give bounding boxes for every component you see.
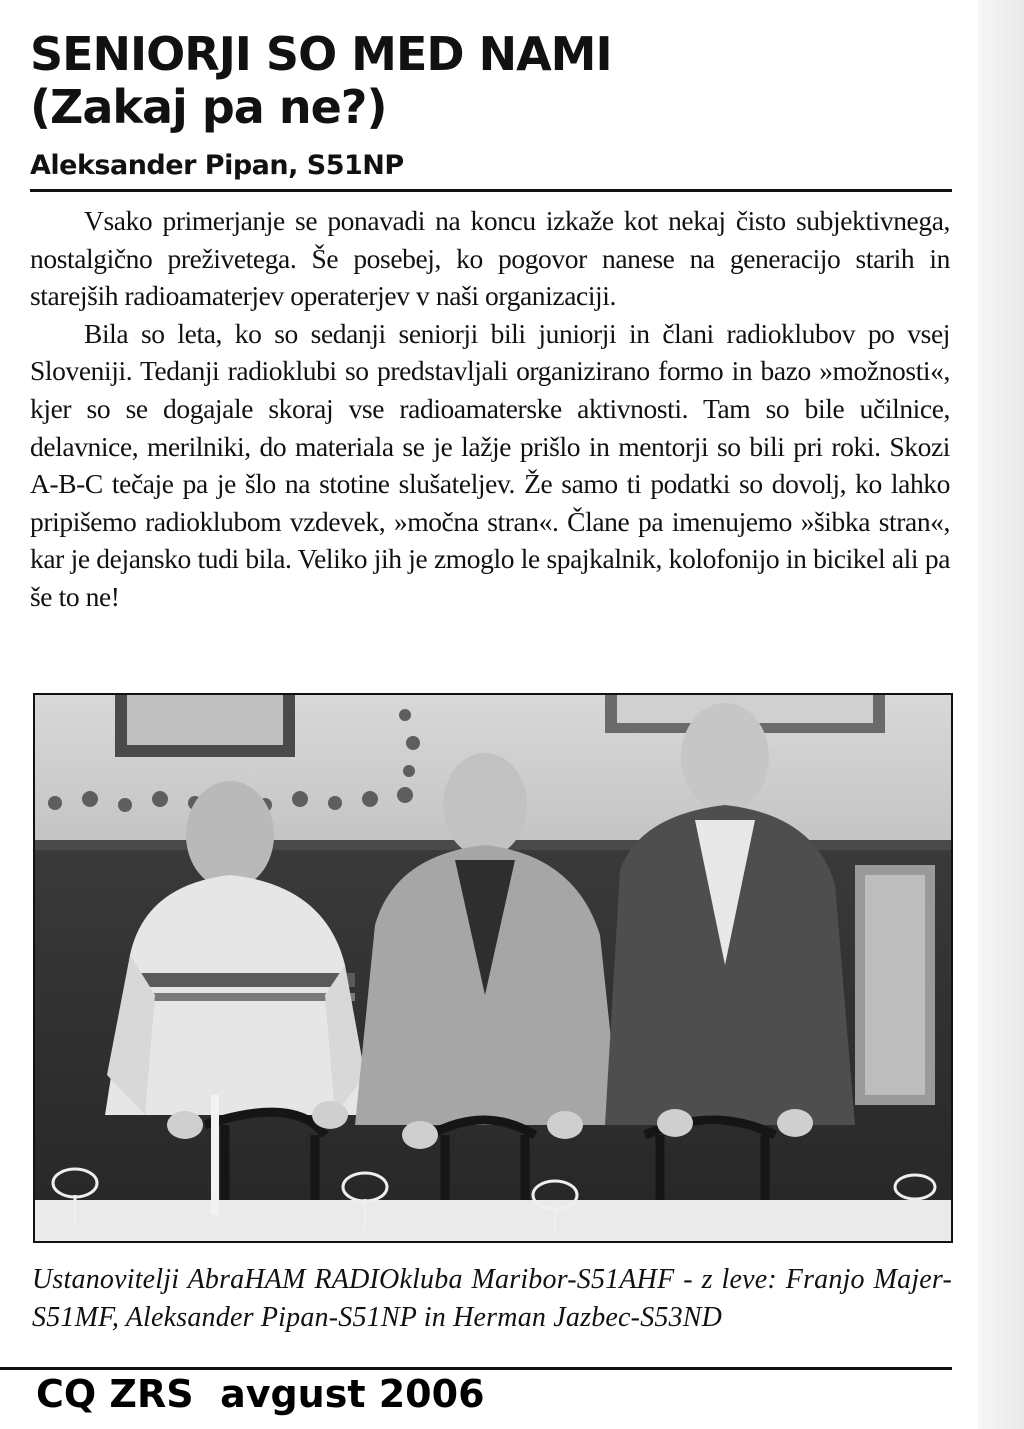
article-title-line-2: (Zakaj pa ne?) (30, 79, 387, 134)
article-body (30, 202, 950, 616)
article-author: Aleksander Pipan, S51NP (30, 150, 404, 181)
publication-footer: CQ ZRS avgust 2006 (36, 1372, 485, 1416)
photo-illustration (35, 695, 951, 1241)
paragraph-2: Bila so leta, ko so sedanji seniorji bili juniorji in člani radioklubov po vsej Sloveniji. Tedanji radioklubi so predstavljali organizirano formo in bazo »možnosti«, kjer so se dogajale skoraj vse radioamaterske aktivnosti. Tam so bile učilnice, delavnice, merilniki, do materiala se je lažje prišlo in mentorji so bili pri roki. Skozi A-B-C tečaje pa je šlo na stotine slušateljev. Že samo ti podatki so dovolj, ko lahko pripišemo radioklubom vzdevek, »močna stran«. Člane pa imenujemo »šibka stran«, kar je dejansko tudi bila. Veliko jih je zmoglo le spajkalnik, kolofonijo in bicikel ali pa še to ne! (30, 317, 950, 612)
group-photo (33, 693, 953, 1243)
article-title-line-1: SENIORJI SO MED NAMI (30, 27, 612, 81)
page-edge (978, 0, 1024, 1429)
article-title (30, 28, 950, 134)
footer-divider (0, 1367, 952, 1370)
paragraph-1: Vsako primerjanje se ponavadi na koncu izkaže kot nekaj čisto subjektivnega, nostalgično preživetega. Še posebej, ko pogovor nanese na generacijo starih in starejših radioamaterjev operaterjev v naši organizaciji. (30, 205, 950, 312)
photo-caption: Ustanovitelji AbraHAM RADIOkluba Maribor-S51AHF - z leve: Franjo Majer-S51MF, Aleksander Pipan-S51NP in Herman Jazbec-S53ND (32, 1264, 952, 1333)
header-divider (30, 189, 952, 192)
